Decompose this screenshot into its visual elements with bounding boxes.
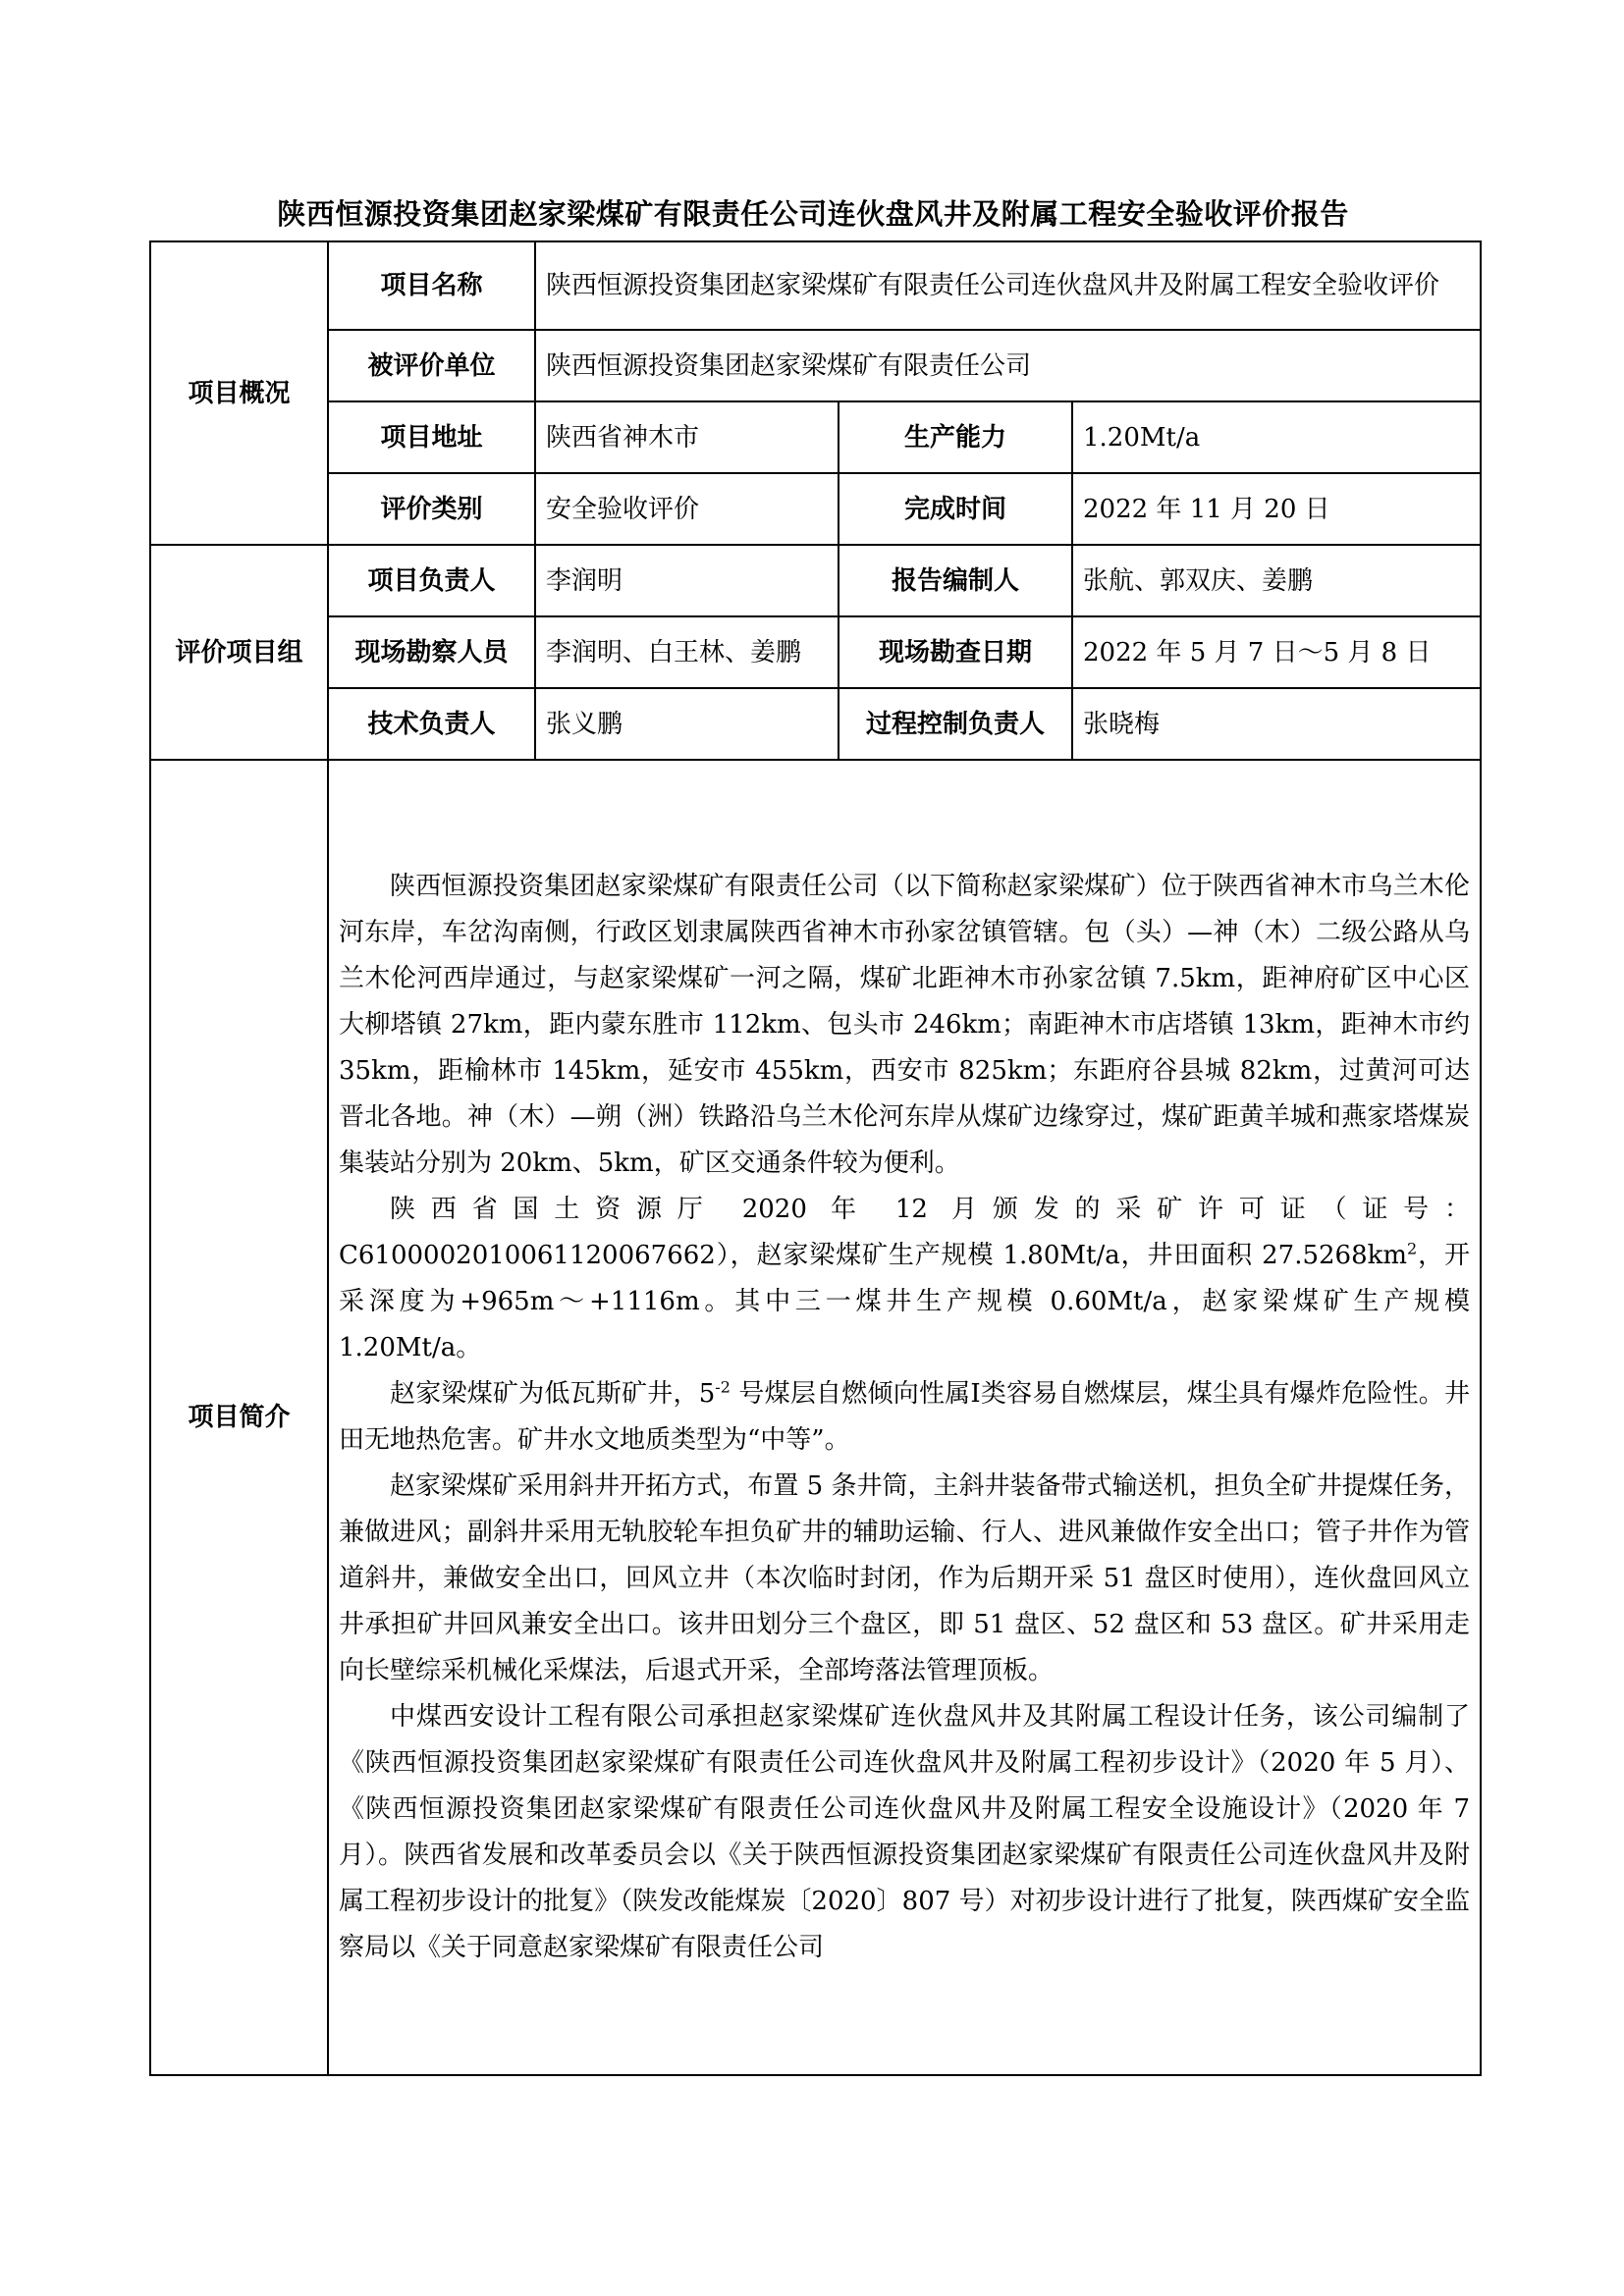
tech-lead-label: 技术负责人 bbox=[328, 688, 535, 760]
completion-label: 完成时间 bbox=[839, 473, 1072, 545]
table-row bbox=[150, 241, 1481, 330]
superscript: -2 bbox=[715, 1377, 731, 1397]
capacity-value: 1.20Mt/a bbox=[1072, 401, 1481, 473]
summary-text: 赵家梁煤矿为低瓦斯矿井，5 bbox=[390, 1379, 716, 1409]
process-lead-label: 过程控制负责人 bbox=[839, 688, 1072, 760]
table-row bbox=[150, 330, 1481, 401]
category-value: 安全验收评价 bbox=[535, 473, 839, 545]
table-row bbox=[150, 545, 1481, 616]
summary-paragraph bbox=[339, 1187, 1470, 1371]
table-row bbox=[150, 616, 1481, 688]
summary-paragraph: 赵家梁煤矿采用斜井开拓方式，布置 5 条井筒，主斜井装备带式输送机，担负全矿井提煤任务，兼做进风；副斜井采用无轨胶轮车担负矿井的辅助运输、行人、进风兼做作安全出口；管子井作为管道斜井，兼做安全出口，回风立井（本次临时封闭，作为后期开采 51 盘区时使用），连伙盘回风立井承担矿井回风兼安全出口。该井田划分三个盘区，即 51 盘区、52 盘区和 53 盘区。矿井采用走向长壁综采机械化采煤法，后退式开采，全部垮落法管理顶板。 bbox=[339, 1471, 1470, 1685]
completion-value: 2022 年 11 月 20 日 bbox=[1072, 473, 1481, 545]
summary-paragraph: 中煤西安设计工程有限公司承担赵家梁煤矿连伙盘风井及其附属工程设计任务，该公司编制了《陕西恒源投资集团赵家梁煤矿有限责任公司连伙盘风井及附属工程初步设计》（2020 年 5 月）、《陕西恒源投资集团赵家梁煤矿有限责任公司连伙盘风井及附属工程安全设施设计》（2020 年 7 月）。陕西省发展和改革委员会以《关于陕西恒源投资集团赵家梁煤矿有限责任公司连伙盘风井及附属工程初步设计的批复》（陕发改能煤炭〔2020〕807 号）对初步设计进行了批复，陕西煤矿安全监察局以《关于同意赵家梁煤矿有限责任公司 bbox=[339, 1702, 1470, 1962]
table-row bbox=[150, 473, 1481, 545]
summary-text: 号煤层自燃倾向性属Ⅰ类容易自燃煤层，煤尘具有爆炸危险性。井田无地热危害。矿井水文地质类型为“中等”。 bbox=[339, 1379, 1470, 1455]
survey-staff-label: 现场勘察人员 bbox=[328, 616, 535, 688]
leader-value: 李润明 bbox=[535, 545, 839, 616]
section-team-label: 评价项目组 bbox=[150, 545, 328, 760]
section-overview-label: 项目概况 bbox=[150, 241, 328, 545]
process-lead-value: 张晓梅 bbox=[1072, 688, 1481, 760]
address-label: 项目地址 bbox=[328, 401, 535, 473]
superscript: 2 bbox=[1407, 1239, 1418, 1258]
summary-body bbox=[328, 760, 1481, 2075]
table-row bbox=[150, 760, 1481, 2075]
document-title: 陕西恒源投资集团赵家梁煤矿有限责任公司连伙盘风井及附属工程安全验收评价报告 bbox=[277, 197, 1349, 231]
table-row bbox=[150, 401, 1481, 473]
author-value: 张航、郭双庆、姜鹏 bbox=[1072, 545, 1481, 616]
summary-text: ，开采深度为+965m～+1116m。其中三一煤井生产规模 0.60Mt/a，赵家梁煤矿生产规模 1.20Mt/a。 bbox=[339, 1241, 1470, 1362]
project-name-label: 项目名称 bbox=[328, 241, 535, 330]
leader-label: 项目负责人 bbox=[328, 545, 535, 616]
table-row bbox=[150, 688, 1481, 760]
author-label: 报告编制人 bbox=[839, 545, 1072, 616]
project-name-value: 陕西恒源投资集团赵家梁煤矿有限责任公司连伙盘风井及附属工程安全验收评价 bbox=[535, 241, 1481, 330]
section-summary-label: 项目简介 bbox=[150, 760, 328, 2075]
evaluated-unit-value: 陕西恒源投资集团赵家梁煤矿有限责任公司 bbox=[535, 330, 1481, 401]
address-value: 陕西省神木市 bbox=[535, 401, 839, 473]
survey-staff-value: 李润明、白王林、姜鹏 bbox=[535, 616, 839, 688]
summary-paragraph: 陕西恒源投资集团赵家梁煤矿有限责任公司（以下简称赵家梁煤矿）位于陕西省神木市乌兰木伦河东岸，车岔沟南侧，行政区划隶属陕西省神木市孙家岔镇管辖。包（头）—神（木）二级公路从乌兰木伦河西岸通过，与赵家梁煤矿一河之隔，煤矿北距神木市孙家岔镇 7.5km，距神府矿区中心区大柳塔镇 27km，距内蒙东胜市 112km、包头市 246km；南距神木市店塔镇 13km，距神木市约 35km，距榆林市 145km，延安市 455km，西安市 825km；东距府谷县城 82km，过黄河可达晋北各地。神（木）—朔（洲）铁路沿乌兰木伦河东岸从煤矿边缘穿过，煤矿距黄羊城和燕家塔煤炭集装站分别为 20km、5km，矿区交通条件较为便利。 bbox=[339, 872, 1470, 1178]
capacity-label: 生产能力 bbox=[839, 401, 1072, 473]
summary-paragraph bbox=[339, 1371, 1470, 1464]
report-table bbox=[149, 240, 1482, 2076]
category-label: 评价类别 bbox=[328, 473, 535, 545]
survey-date-label: 现场勘查日期 bbox=[839, 616, 1072, 688]
survey-date-value: 2022 年 5 月 7 日～5 月 8 日 bbox=[1072, 616, 1481, 688]
tech-lead-value: 张义鹏 bbox=[535, 688, 839, 760]
evaluated-unit-label: 被评价单位 bbox=[328, 330, 535, 401]
summary-text: 陕西省国土资源厅 2020 年 12 月颁发的采矿许可证（证号：C6100002010061120067662），赵家梁煤矿生产规模 1.80Mt/a，井田面积 27.5268km bbox=[339, 1195, 1470, 1270]
